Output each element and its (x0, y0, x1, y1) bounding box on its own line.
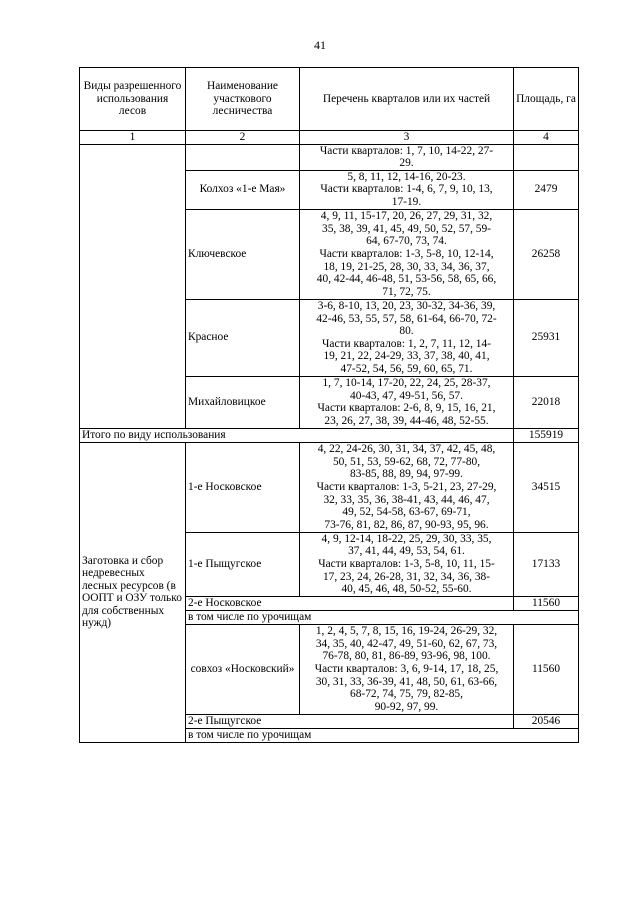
header-forestry-name: Наименование участкового лесничества (186, 68, 300, 131)
column-numbers-row (80, 131, 579, 145)
forestry-name: Михайловицкое (186, 376, 300, 428)
header-use-type: Виды разрешенного использования лесов (80, 68, 186, 131)
forestry-name: 2-е Пыщугское (186, 714, 514, 728)
total-area: 155919 (514, 428, 579, 442)
forestry-name: 1-е Пыщугское (186, 532, 300, 596)
forestry-name: Красное (186, 299, 300, 376)
table-row (80, 144, 579, 170)
header-row (80, 68, 579, 131)
area-value: 11560 (514, 624, 579, 714)
quarters-list: 4, 9, 12-14, 18-22, 25, 29, 30, 33, 35, 37, 41, 44, 49, 53, 54, 61. Части кварталов: 1-3, 5-8, 10, 11, 15- 17, 23, 24, 26-28, 31, 32, 34, 36, 38- 40, 45, 46, 48, 50-52, 55-60. (300, 532, 514, 596)
header-quarters-list: Перечень кварталов или их частей (300, 68, 514, 131)
forestry-name: 1-е Носковское (186, 442, 300, 532)
quarters-list: 5, 8, 11, 12, 14-16, 20-23. Части кварталов: 1-4, 6, 7, 9, 10, 13, 17-19. (300, 170, 514, 209)
quarters-list: 1, 2, 4, 5, 7, 8, 15, 16, 19-24, 26-29, 32, 34, 35, 40, 42-47, 49, 51-60, 62, 67, 73, 76-78, 80, 81, 86-89, 93-96, 98, 100. Части кварталов: 3, 6, 9-14, 17, 18, 25, 30, 31, 33, 36-39, 41, 48, 50, 61, 63-66, 68-72, 74, 75, 79, 82-85, 90-92, 97, 99. (300, 624, 514, 714)
use-type-cell-empty (80, 144, 186, 428)
page-number: 41 (314, 38, 326, 52)
forestry-name: Колхоз «1-е Мая» (186, 170, 300, 209)
area-value: 34515 (514, 442, 579, 532)
forest-quarters-table (79, 67, 579, 743)
area-value (514, 144, 579, 170)
column-number: 2 (186, 131, 300, 145)
area-value: 11560 (514, 596, 579, 610)
subheading: в том числе по урочищам (186, 610, 579, 624)
header-area: Площадь, га (514, 68, 579, 131)
forestry-name (186, 144, 300, 170)
use-type-cell: Заготовка и сбор недревесных лесных ресурсов (в ООПТ и ОЗУ только для собственных нужд) (80, 442, 186, 742)
tract-name: совхоз «Носковский» (186, 624, 300, 714)
forestry-name: 2-е Носковское (186, 596, 514, 610)
quarters-list: Части кварталов: 1, 7, 10, 14-22, 27- 29. (300, 144, 514, 170)
column-number: 1 (80, 131, 186, 145)
column-number: 3 (300, 131, 514, 145)
quarters-list: 3-6, 8-10, 13, 20, 23, 30-32, 34-36, 39, 42-46, 53, 55, 57, 58, 61-64, 66-70, 72- 80. Части кварталов: 1, 2, 7, 11, 12, 14- 19, 21, 22, 24-29, 33, 37, 38, 40, 41, 47-52, 54, 56, 59, 60, 65, 71. (300, 299, 514, 376)
area-value: 26258 (514, 209, 579, 299)
area-value: 17133 (514, 532, 579, 596)
area-value: 25931 (514, 299, 579, 376)
quarters-list: 1, 7, 10-14, 17-20, 22, 24, 25, 28-37, 40-43, 47, 49-51, 56, 57. Части кварталов: 2-6, 8, 9, 15, 16, 21, 23, 26, 27, 38, 39, 44-46, 48, 52-55. (300, 376, 514, 428)
total-label: Итого по виду использования (80, 428, 514, 442)
area-value: 20546 (514, 714, 579, 728)
quarters-list: 4, 22, 24-26, 30, 31, 34, 37, 42, 45, 48, 50, 51, 53, 59-62, 68, 72, 77-80, 83-85, 88, 89, 94, 97-99. Части кварталов: 1-3, 5-21, 23, 27-29, 32, 33, 35, 36, 38-41, 43, 44, 46, 47, 49, 52, 54-58, 63-67, 69-71, 73-76, 81, 82, 86, 87, 90-93, 95, 96. (300, 442, 514, 532)
table-row (80, 442, 579, 532)
column-number: 4 (514, 131, 579, 145)
forestry-name: Ключевское (186, 209, 300, 299)
total-row (80, 428, 579, 442)
area-value: 2479 (514, 170, 579, 209)
area-value: 22018 (514, 376, 579, 428)
quarters-list: 4, 9, 11, 15-17, 20, 26, 27, 29, 31, 32, 35, 38, 39, 41, 45, 49, 50, 52, 57, 59- 64, 67-70, 73, 74. Части кварталов: 1-3, 5-8, 10, 12-14, 18, 19, 21-25, 28, 30, 33, 34, 36, 37, 40, 42-44, 46-48, 51, 53-56, 58, 65, 66, 71, 72, 75. (300, 209, 514, 299)
subheading: в том числе по урочищам (186, 728, 579, 742)
